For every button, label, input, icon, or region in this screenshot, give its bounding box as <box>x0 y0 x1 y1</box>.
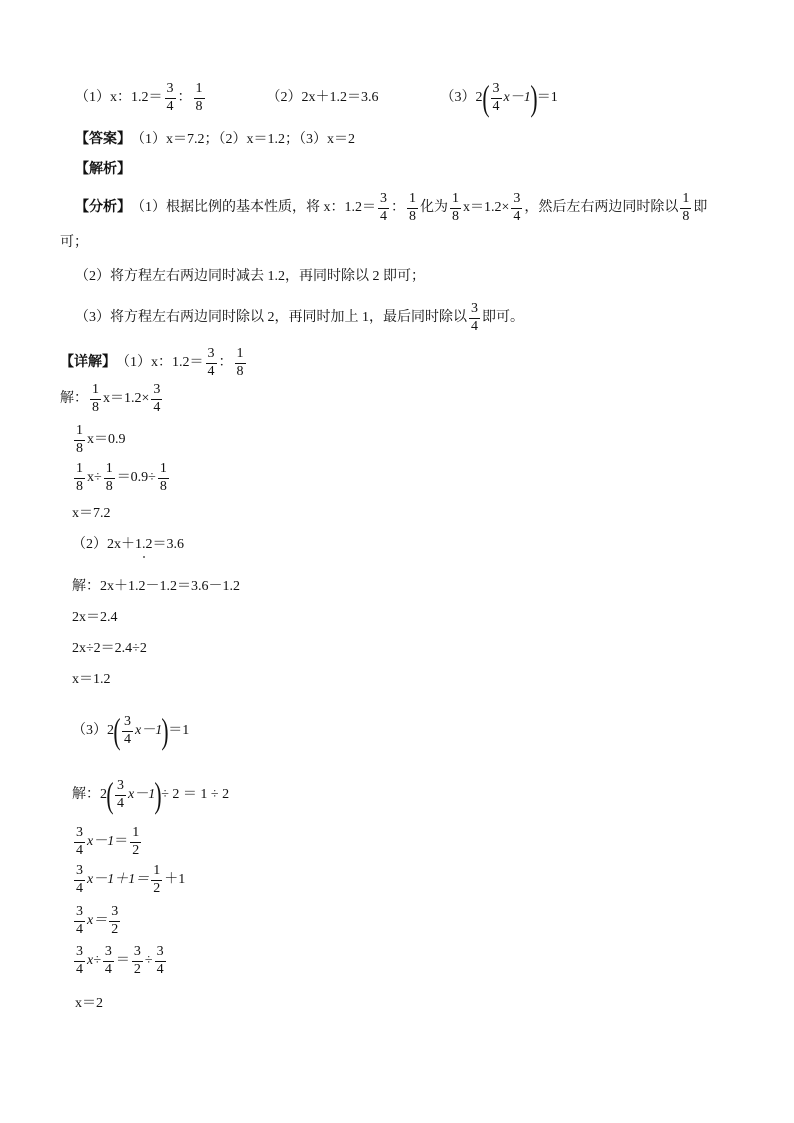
colon: ： <box>177 90 192 105</box>
fraction-1-8: $\frac{1}{8}$ <box>76 461 83 494</box>
fraction-3-2: $\frac{3}{2}$ <box>111 904 119 937</box>
answer-text: （1）x＝7.2；（2）x＝1.2；（3）x＝2 <box>131 132 355 147</box>
question-row <box>75 80 558 116</box>
fraction-3-4: $\frac{3}{4}$ <box>166 80 174 114</box>
fraction-1-8: $\frac{1}{8}$ <box>159 461 167 494</box>
detail-text: ÷ 2 ＝ 1 ÷ 2 <box>161 787 230 802</box>
detail-step <box>72 905 122 937</box>
fenxi-row-1b <box>60 236 88 250</box>
fraction-3-4: $\frac{3}{4}$ <box>76 825 83 858</box>
detail-step <box>72 777 229 813</box>
detail-text: ＝ <box>114 834 129 850</box>
q3-end: ＝1 <box>536 90 558 105</box>
fenxi-text: 可； <box>60 235 88 250</box>
fenxi-text: 即可。 <box>482 310 524 326</box>
detail-step <box>72 945 168 977</box>
fraction-3-4: $\frac{3}{4}$ <box>124 713 131 747</box>
fenxi-text: 即 <box>693 200 708 216</box>
fraction-3-4: $\frac{3}{4}$ <box>153 382 161 415</box>
detail-text: 2x＝2.4 <box>72 610 118 625</box>
detail-text: x＝1.2 <box>72 672 111 687</box>
left-paren: ( <box>481 78 490 118</box>
detail-text: x－1＋1＝ <box>87 872 150 888</box>
fraction-1-8: $\frac{1}{8}$ <box>452 191 459 224</box>
detail-step <box>72 424 126 456</box>
detail-text: 解：2x＋1.2－1.2＝3.6－1.2 <box>72 579 240 594</box>
detail-row-1 <box>60 347 248 379</box>
fraction-3-4: $\frac{3}{4}$ <box>76 863 83 896</box>
jiexi-tag: 【解析】 <box>75 162 131 177</box>
detail-text: 解： <box>60 391 88 407</box>
answer-row <box>75 133 355 147</box>
fenxi-row-3 <box>75 302 524 334</box>
detail-text: x＝2 <box>75 996 103 1011</box>
detail-text: ÷ <box>144 953 153 969</box>
q1-text: （1）x：1.2＝ <box>75 90 163 105</box>
fraction-1-8: $\frac{1}{8}$ <box>236 346 244 379</box>
left-paren: ( <box>106 775 114 815</box>
detail-text: （3）2 <box>72 723 114 738</box>
detail-step <box>72 673 111 687</box>
fenxi-row-1 <box>75 192 707 224</box>
detail-text: 2x÷2＝2.4÷2 <box>72 641 147 656</box>
fenxi-text: 化为 <box>420 200 448 216</box>
fenxi-tag: 【分析】 <box>75 200 131 216</box>
detail-text: 解：2 <box>72 787 107 802</box>
q3-text: （3）2 <box>440 90 483 105</box>
fraction-3-2: $\frac{3}{2}$ <box>133 944 141 977</box>
detail-step <box>72 826 143 858</box>
detail-tag: 【详解】 <box>60 355 116 371</box>
detail-text: x÷ <box>87 953 101 969</box>
fraction-1-2: $\frac{1}{2}$ <box>132 825 140 858</box>
detail-text: （2）2x＋1.2＝3.6 <box>72 537 184 552</box>
detail-text: x－1 <box>87 834 115 850</box>
detail-text: ＋1 <box>164 872 186 888</box>
fenxi-text: （1）根据比例的基本性质，将 x：1.2＝ <box>131 200 376 216</box>
fraction-1-8: $\frac{1}{8}$ <box>409 191 416 224</box>
fraction-1-8: $\frac{1}{8}$ <box>105 461 113 494</box>
detail-row-3 <box>72 713 189 749</box>
fraction-1-8: $\frac{1}{8}$ <box>92 382 99 415</box>
analysis-heading <box>75 163 131 177</box>
detail-text: x＝ <box>87 913 108 929</box>
fraction-1-2: $\frac{1}{2}$ <box>153 863 161 896</box>
q3-mid: x－1 <box>503 90 531 105</box>
detail-text: （1）x：1.2＝ <box>116 355 204 371</box>
detail-text: x＝0.9 <box>87 432 126 448</box>
fraction-3-4: $\frac{3}{4}$ <box>76 904 83 937</box>
answer-tag: 【答案】 <box>75 132 131 147</box>
detail-step <box>75 997 103 1011</box>
detail-step <box>72 507 111 521</box>
fenxi-text: x＝1.2× <box>463 200 510 216</box>
fraction-3-4: $\frac{3}{4}$ <box>117 777 124 811</box>
detail-step <box>72 462 171 494</box>
left-paren: ( <box>113 711 121 751</box>
detail-text: x－1 <box>135 723 163 738</box>
detail-text: ＝0.9÷ <box>116 470 156 486</box>
fraction-3-4: $\frac{3}{4}$ <box>207 346 215 379</box>
fenxi-text: ，然后左右两边同时除以 <box>524 200 679 216</box>
detail-text: x－1 <box>128 787 156 802</box>
fenxi-text: （3）将方程左右两边同时除以 2，再同时加上 1，最后同时除以 <box>75 310 467 326</box>
detail-text: ＝ <box>115 953 130 969</box>
detail-text: x÷ <box>87 470 102 486</box>
q2-text: （2）2x＋1.2＝3.6 <box>266 90 379 105</box>
fraction-1-8: $\frac{1}{8}$ <box>682 191 690 224</box>
fraction-3-4: $\frac{3}{4}$ <box>513 191 521 224</box>
fraction-1-8: $\frac{1}{8}$ <box>76 423 83 456</box>
detail-text: x＝1.2× <box>103 391 150 407</box>
fenxi-row-2 <box>75 270 425 284</box>
fenxi-text: （2）将方程左右两边同时减去 1.2，再同时除以 2 即可； <box>75 269 425 284</box>
detail-step <box>72 580 240 594</box>
detail-text: x＝7.2 <box>72 506 111 521</box>
detail-row-2 <box>72 538 184 552</box>
right-paren: ) <box>530 78 538 118</box>
colon: ： <box>218 355 233 371</box>
fraction-3-4: $\frac{3}{4}$ <box>104 944 112 977</box>
colon: ： <box>391 200 405 216</box>
detail-step <box>72 642 147 656</box>
right-paren: ) <box>161 711 169 751</box>
detail-step <box>72 611 118 625</box>
right-paren: ) <box>154 775 162 815</box>
fraction-3-4: $\frac{3}{4}$ <box>471 301 478 334</box>
detail-step <box>72 864 185 896</box>
scan-dot <box>143 556 145 558</box>
detail-step <box>60 383 164 415</box>
fraction-1-8: $\frac{1}{8}$ <box>195 80 203 114</box>
fraction-3-4: $\frac{3}{4}$ <box>492 80 500 114</box>
fraction-3-4: $\frac{3}{4}$ <box>380 191 387 224</box>
detail-text: ＝1 <box>168 723 190 738</box>
fraction-3-4: $\frac{3}{4}$ <box>76 944 83 977</box>
fraction-3-4: $\frac{3}{4}$ <box>156 944 164 977</box>
